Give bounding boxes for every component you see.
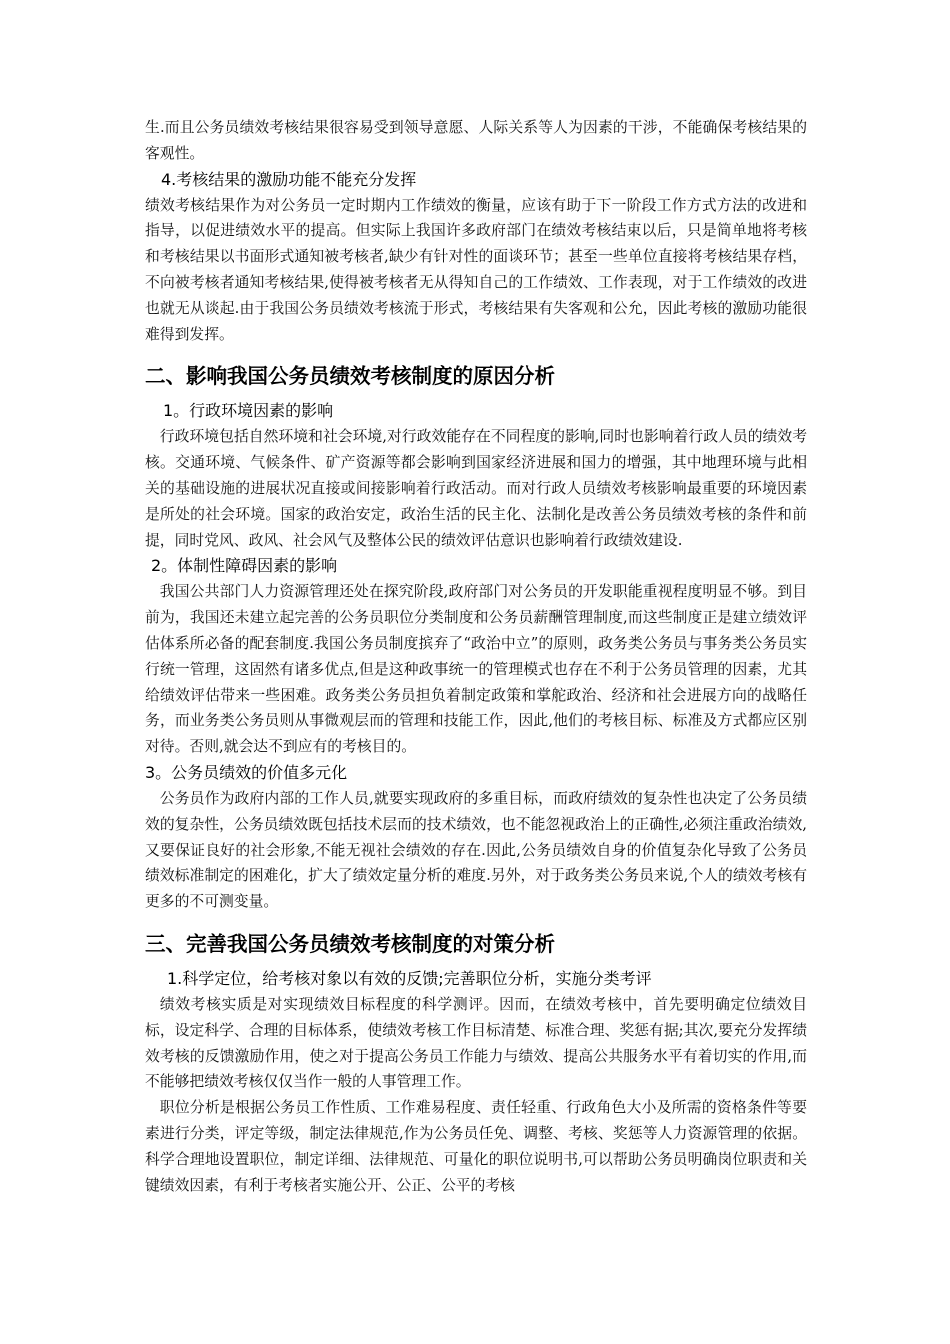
document-body [145,115,807,1198]
paragraph-continued: 生.而且公务员绩效考核结果很容易受到领导意愿、人际关系等人为因素的干涉，不能确保考核结果的客观性。 [145,119,807,162]
subheading-2-1: 1。行政环境因素的影响 [163,401,334,421]
subheading-3-1: 1.科学定位，给考核对象以有效的反馈;完善职位分析，实施分类考评 [167,968,652,988]
paragraph-2-1: 行政环境包括自然环境和社会环境,对行政效能存在不同程度的影响,同时也影响着行政人员的绩效考核。交通环境、气候条件、矿产资源等都会影响到国家经济进展和国力的增强，其中地理环境与此相关的基础设施的进展状况直接或间接影响着行政活动。而对行政人员绩效考核影响最重要的环境因素是所处的社会环境。国家的政治安定，政治生活的民主化、法制化是改善公务员绩效考核的条件和前提，同时党风、政风、社会风气及整体公民的绩效评估意识也影响着行政绩效建设. [145,428,807,549]
subheading-4: 4.考核结果的激励功能不能充分发挥 [161,169,417,189]
paragraph-3-1b: 职位分析是根据公务员工作性质、工作难易程度、责任轻重、行政角色大小及所需的资格条件等要素进行分类，评定等级，制定法律规范,作为公务员任免、调整、考核、奖惩等人力资源管理的依据。科学合理地设置职位，制定详细、法律规范、可量化的职位说明书,可以帮助公务员明确岗位职责和关键绩效因素，有利于考核者实施公开、公正、公平的考核 [145,1099,807,1194]
section-2-title: 二、影响我国公务员绩效考核制度的原因分析 [145,364,555,389]
paragraph-4: 绩效考核结果作为对公务员一定时期内工作绩效的衡量，应该有助于下一阶段工作方式方法的改进和指导，以促进绩效水平的提高。但实际上我国许多政府部门在绩效考核结束以后，只是简单地将考核和考核结果以书面形式通知被考核者,缺少有针对性的面谈环节；甚至一些单位直接将考核结果存档，不向被考核者通知考核结果,使得被考核者无从得知自己的工作绩效、工作表现，对于工作绩效的改进也就无从谈起.由于我国公务员绩效考核流于形式，考核结果有失客观和公允，因此考核的激励功能很难得到发挥。 [145,196,807,343]
paragraph-2-3: 公务员作为政府内部的工作人员,就要实现政府的多重目标，而政府绩效的复杂性也决定了公务员绩效的复杂性，公务员绩效既包括技术层而的技术绩效，也不能忽视政治上的正确性,必须注重政治绩效,又要保证良好的社会形象,不能无视社会绩效的存在.因此,公务员绩效自身的价值复杂化导致了公务员绩效标准制定的困难化，扩大了绩效定量分析的难度.另外，对于政务类公务员来说,个人的绩效考核有更多的不可测变量。 [145,789,807,911]
subheading-2-2: 2。体制性障碍因素的影响 [151,556,338,576]
subheading-2-3: 3。公务员绩效的价值多元化 [145,762,348,782]
section-3-title: 三、完善我国公务员绩效考核制度的对策分析 [145,931,555,956]
paragraph-2-2: 我国公共部门人力资源管理还处在探究阶段,政府部门对公务员的开发职能重视程度明显不够。到目前为，我国还未建立起完善的公务员职位分类制度和公务员薪酬管理制度,而这些制度正是建立绩效评估体系所必备的配套制度.我国公务员制度摈弃了“政治中立”的原则，政务类公务员与事务类公务员实行统一管理，这固然有诸多优点,但是这种政事统一的管理模式也存在不利于公务员管理的因素，尤其给绩效评估带来一些困难。政务类公务员担负着制定政策和掌舵政治、经济和社会进展方向的战略任务，而业务类公务员则从事微观层而的管理和技能工作，因此,他们的考核目标、标准及方式都应区别对待。否则,就会达不到应有的考核目的。 [145,583,807,756]
paragraph-3-1a: 绩效考核实质是对实现绩效目标程度的科学测评。因而，在绩效考核中，首先要明确定位绩效目标，设定科学、合理的目标体系，使绩效考核工作目标清楚、标准合理、奖惩有据;其次,要充分发挥绩效考核的反馈激励作用，使之对于提高公务员工作能力与绩效、提高公共服务水平有着切实的作用,而不能够把绩效考核仅仅当作一般的人事管理工作。 [145,995,807,1091]
